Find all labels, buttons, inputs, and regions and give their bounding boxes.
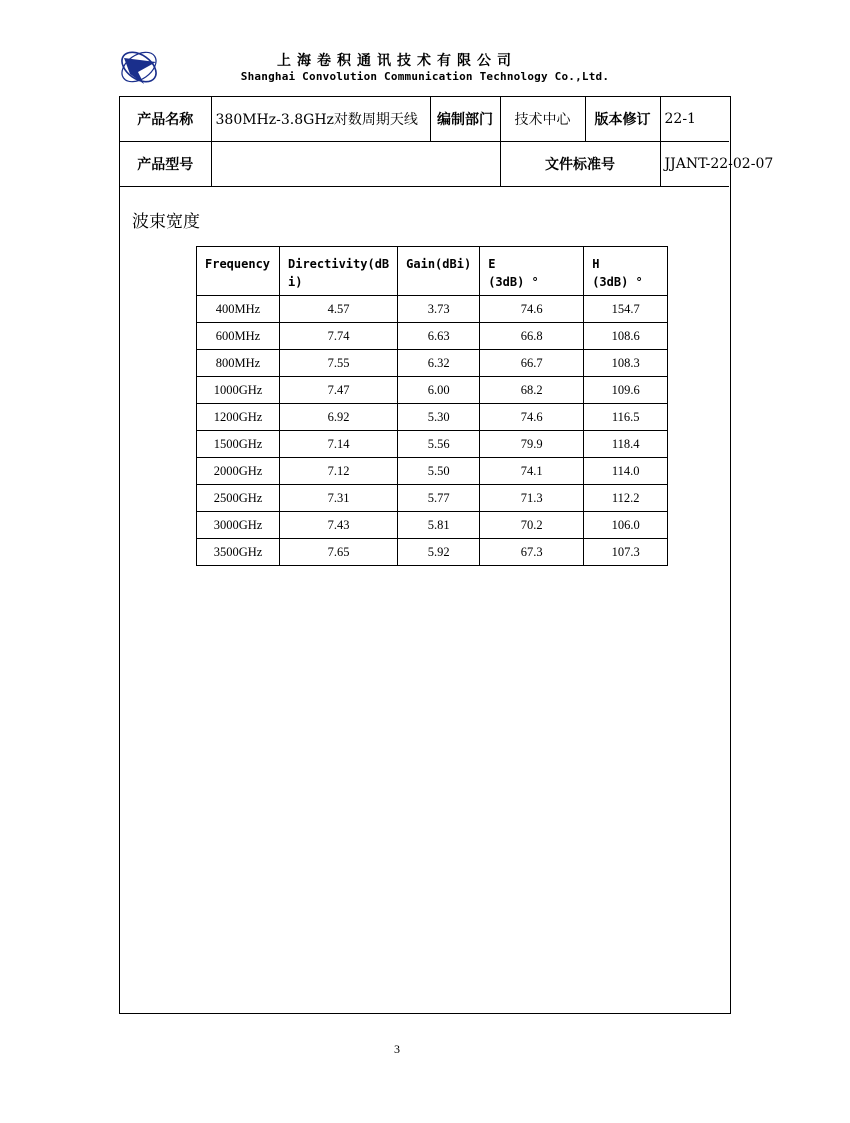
table-cell: 2500GHz (197, 485, 280, 512)
table-row (197, 458, 668, 485)
company-name-en: Shanghai Convolution Communication Technology Co.,Ltd. (240, 70, 610, 83)
table-cell: 1200GHz (197, 404, 280, 431)
table-cell: 7.12 (280, 458, 398, 485)
department-label: 编制部门 (430, 97, 500, 142)
page-number: 3 (394, 1042, 400, 1056)
table-cell: 3.73 (398, 296, 480, 323)
table-cell: 109.6 (584, 377, 668, 404)
table-row (197, 323, 668, 350)
product-name-label: 产品名称 (120, 97, 211, 142)
table-cell: 118.4 (584, 431, 668, 458)
table-cell: 1500GHz (197, 431, 280, 458)
table-cell: 5.77 (398, 485, 480, 512)
table-row (197, 296, 668, 323)
doc-standard-label: 文件标准号 (500, 142, 660, 187)
table-cell: 74.6 (480, 296, 584, 323)
table-cell: 154.7 (584, 296, 668, 323)
table-cell: 7.47 (280, 377, 398, 404)
table-cell: 67.3 (480, 539, 584, 566)
table-cell: 79.9 (480, 431, 584, 458)
table-cell: 108.3 (584, 350, 668, 377)
table-cell: 3000GHz (197, 512, 280, 539)
table-row (197, 485, 668, 512)
table-cell: 5.81 (398, 512, 480, 539)
table-cell: 66.8 (480, 323, 584, 350)
table-cell: 5.92 (398, 539, 480, 566)
table-cell: 114.0 (584, 458, 668, 485)
table-cell: 7.31 (280, 485, 398, 512)
model-label: 产品型号 (120, 142, 211, 187)
model-value (211, 142, 500, 187)
table-cell: 600MHz (197, 323, 280, 350)
table-cell: 7.65 (280, 539, 398, 566)
table-cell: 108.6 (584, 323, 668, 350)
table-row (197, 539, 668, 566)
company-name-cn: 上海卷积通讯技术有限公司 (277, 53, 517, 69)
table-cell: 1000GHz (197, 377, 280, 404)
table-cell: 400MHz (197, 296, 280, 323)
table-cell: 116.5 (584, 404, 668, 431)
table-cell: 5.56 (398, 431, 480, 458)
table-row (197, 512, 668, 539)
table-cell: 2000GHz (197, 458, 280, 485)
table-cell: 3500GHz (197, 539, 280, 566)
table-cell: 7.74 (280, 323, 398, 350)
doc-standard-value: JJANT-22-02-07 (660, 142, 729, 187)
table-cell: 6.32 (398, 350, 480, 377)
table-cell: 74.6 (480, 404, 584, 431)
header-frequency: Frequency (197, 247, 280, 296)
table-cell: 107.3 (584, 539, 668, 566)
department-value: 技术中心 (500, 97, 585, 142)
header-table (120, 97, 774, 187)
table-cell: 71.3 (480, 485, 584, 512)
table-cell: 74.1 (480, 458, 584, 485)
header-directivity: Directivity(dB i) (280, 247, 398, 296)
table-cell: 7.43 (280, 512, 398, 539)
table-cell: 4.57 (280, 296, 398, 323)
header-gain: Gain(dBi) (398, 247, 480, 296)
section-title: 波束宽度 (132, 212, 200, 232)
revision-label: 版本修订 (585, 97, 660, 142)
table-row (197, 431, 668, 458)
table-cell: 106.0 (584, 512, 668, 539)
table-cell: 70.2 (480, 512, 584, 539)
table-cell: 5.50 (398, 458, 480, 485)
table-cell: 7.14 (280, 431, 398, 458)
product-name-value: 380MHz-3.8GHz对数周期天线 (211, 97, 430, 142)
table-cell: 5.30 (398, 404, 480, 431)
table-row (197, 350, 668, 377)
table-row (197, 377, 668, 404)
revision-value: 22-1 (660, 97, 729, 142)
table-cell: 112.2 (584, 485, 668, 512)
table-cell: 66.7 (480, 350, 584, 377)
table-cell: 7.55 (280, 350, 398, 377)
header-h-3db: H (3dB) ° (584, 247, 668, 296)
table-cell: 6.63 (398, 323, 480, 350)
table-cell: 68.2 (480, 377, 584, 404)
table-cell: 6.92 (280, 404, 398, 431)
header-e-3db: E (3dB) ° (480, 247, 584, 296)
table-cell: 6.00 (398, 377, 480, 404)
document-frame (119, 96, 774, 1014)
table-cell: 800MHz (197, 350, 280, 377)
table-row (197, 404, 668, 431)
beamwidth-table (196, 246, 668, 566)
